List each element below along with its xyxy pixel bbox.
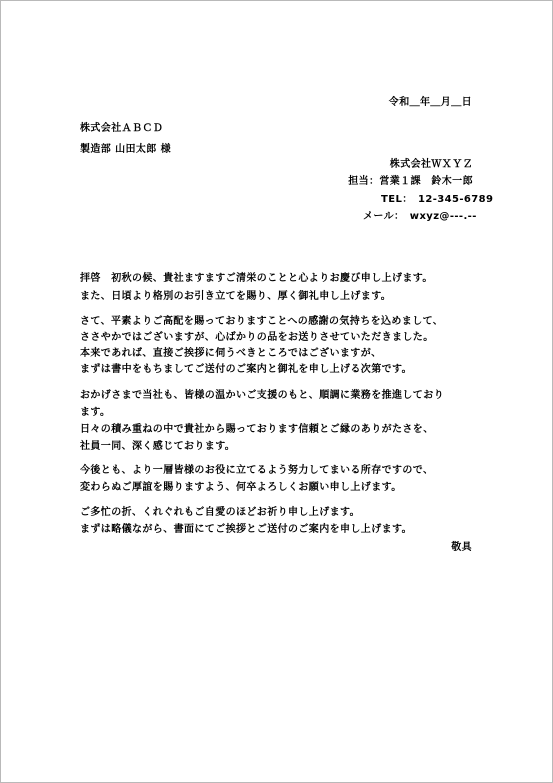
body-line: 本来であれば、直接ご挨拶に伺うべきところではございますが、 [80,348,382,359]
body-line: まずは書中をもちましてご送付のご案内と御礼を申し上げる次第です。 [80,364,412,375]
body-line: ささやかではございますが、心ばかりの品をお送りさせていただきました。 [80,332,434,343]
sender-company: 株式会社ＷＸＹＺ [389,159,473,170]
sender-department-person: 担当：営業１課 鈴木一郎 [348,176,473,187]
recipient-person: 製造部 山田太郎 様 [80,144,171,155]
sender-mail: メール： wxyz@---.-- [363,211,477,222]
body-line: ご多忙の折、くれぐれもご自愛のほどお祈り申し上げます。 [80,507,360,518]
closing-keigu: 敬具 [451,542,472,553]
sender-tel: TEL： 12-345-6789 [381,194,494,205]
body-line: さて、平素よりご高配を賜っておりますことへの感謝の気持ちを込めまして、 [80,316,444,327]
body-line: 社員一同、深く感じております。 [80,441,236,452]
body-line: 日々の積み重ねの中で貴社から賜っております信頼とご縁のありがたさを、 [80,424,434,435]
body-line: また、日頃より格別のお引き立てを賜り、厚く御礼申し上げます。 [80,291,392,302]
body-line: まずは略儀ながら、書面にてご挨拶とご送付のご案内を申し上げます。 [80,524,412,535]
body-line: 拝啓 初秋の候、貴社ますますご清栄のことと心よりお慶び申し上げます。 [80,273,433,284]
recipient-company: 株式会社ＡＢＣＤ [80,123,164,134]
body-line: 今後とも、より一層皆様のお役に立てるよう努力してまいる所存ですので、 [80,465,434,476]
letter-date: 令和＿年＿月＿日 [388,97,472,108]
body-line: おかげさまで当社も、皆様の温かいご支援のもと、順調に業務を推進しており [80,390,444,401]
body-line: 変わらぬご厚誼を賜りますよう、何卒よろしくお願い申し上げます。 [80,482,402,493]
body-line: ます。 [80,407,111,418]
